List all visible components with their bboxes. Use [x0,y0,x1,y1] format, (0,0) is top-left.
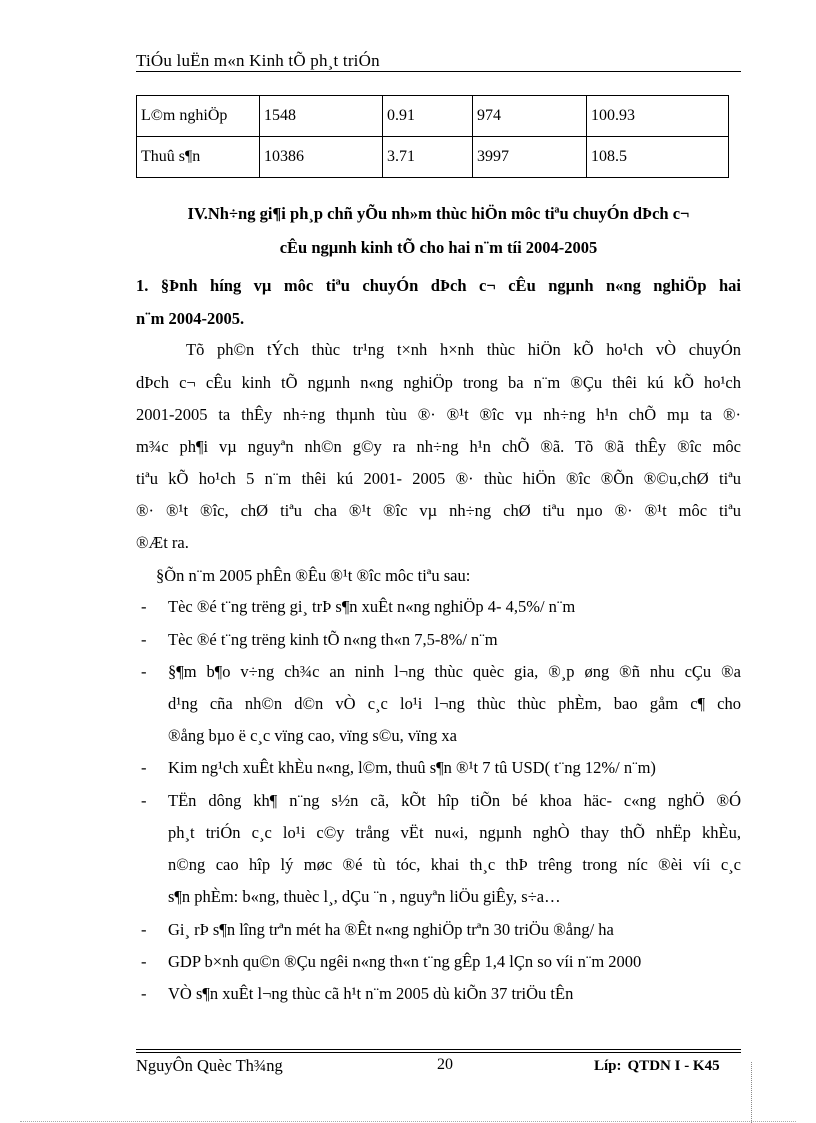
table-row [137,96,729,137]
subheading-line-1: 1. §Þnh híng vµ môc tiªu chuyÓn dÞch c¬ cÊu ngµnh n«ng nghiÖp hai [136,276,741,295]
bullet-dash: - [141,952,147,971]
bullet-item-continuation: d¹ng cña nh©n d©n vÒ c¸c lo¹i l¬ng thùc thùc phÈm, bao gåm c¶ cho [168,694,741,713]
bullet-item: Kim ng¹ch xuÊt khÈu n«ng, l©m, thuû s¶n ®¹t 7 tû USD( t¨ng 12%/ n¨m) [168,758,656,777]
bullet-dash: - [141,920,147,939]
page-number: 20 [437,1056,453,1073]
section-heading-line-2: cÊu ngµnh kinh tÕ cho hai n¨m tíi 2004-2005 [279,238,598,257]
bullet-item: Tèc ®é t¨ng trëng gi¸ trÞ s¶n xuÊt n«ng nghiÖp 4- 4,5%/ n¨m [168,597,576,616]
footer-author: NguyÔn Quèc Th¾ng [136,1056,283,1075]
bullet-item: Gi¸ rÞ s¶n lîng trªn mét ha ®Êt n«ng nghiÖp trªn 30 triÖu ®ång/ ha [168,920,614,939]
paragraph-line: dÞch c¬ cÊu kinh tÕ ngµnh n«ng nghiÖp trong ba n¨m ®Çu thêi kú kÕ ho¹ch [136,373,741,392]
page-bottom-border [20,1121,796,1122]
subheading-line-2: n¨m 2004-2005. [136,309,245,328]
bullet-item: §¶m b¶o v÷ng ch¾c an ninh l¬ng thùc quèc gia, ®¸p øng ®ñ nhu cÇu ®a [168,662,741,681]
bullet-dash: - [141,758,147,777]
data-table [136,95,729,178]
bullet-dash: - [141,662,147,681]
bullet-dash: - [141,630,147,649]
page-header-title: TiÓu luËn m«n Kinh tÕ ph¸t triÓn [136,51,380,70]
bullet-dash: - [141,791,147,810]
table-cell: 0.91 [383,96,473,137]
paragraph-line: ®Æt ra. [136,533,189,552]
bullet-item-continuation: ph¸t triÓn c¸c lo¹i c©y trång vËt nu«i, ngµnh nghÒ thay thÕ nhËp khÈu, [168,823,741,842]
table-cell: 974 [473,96,587,137]
footer-class [594,1058,720,1075]
bullet-dash: - [141,597,147,616]
bullet-dash: - [141,984,147,1003]
table-cell: 100.93 [587,96,729,137]
table-cell: 3997 [473,137,587,178]
table-cell: 3.71 [383,137,473,178]
header-rule [136,71,741,72]
section-heading-line-1: IV.Nh÷ng gi¶i ph¸p chñ yÕu nh»m thùc hiÖn môc tiªu chuyÓn dÞch c¬ [187,204,690,223]
intro-line: §Õn n¨m 2005 phÊn ®Êu ®¹t ®îc môc tiªu sau: [156,566,471,585]
table-cell: 108.5 [587,137,729,178]
table-row [137,137,729,178]
table-cell: 1548 [260,96,383,137]
bullet-item: VÒ s¶n xuÊt l¬ng thùc cã h¹t n¨m 2005 dù kiÕn 37 triÖu tÊn [168,984,574,1003]
bullet-item-continuation: n©ng cao hîp lý møc ®é tù tóc, khai th¸c thÞ trêng trong níc ®èi víi c¸c [168,855,741,874]
paragraph-line: ®· ®¹t ®îc, chØ tiªu cha ®¹t ®îc vµ nh÷ng chØ tiªu nµo ®· ®¹t môc tiªu [136,501,741,520]
paragraph-line: m¾c ph¶i vµ nguyªn nh©n g©y ra nh÷ng h¹n chÕ ®ã. Tõ ®ã thÊy ®îc môc [136,437,741,456]
paragraph-line: tiªu kÕ ho¹ch 5 n¨m thêi kú 2001- 2005 ®· thùc hiÖn ®îc ®Õn ®©u,chØ tiªu [136,469,741,488]
paragraph-line: 2001-2005 ta thÊy nh÷ng thµnh tùu ®· ®¹t ®îc vµ nh÷ng h¹n chÕ mµ ta ®· [136,405,741,424]
bullet-item: Tèc ®é t¨ng trëng kinh tÕ n«ng th«n 7,5-8%/ n¨m [168,630,498,649]
page-edge-line [751,1062,752,1123]
footer-class-label: Líp: [594,1058,622,1074]
bullet-item: TËn dông kh¶ n¨ng s½n cã, kÕt hîp tiÕn bé khoa häc- c«ng nghÖ ®Ó [168,791,741,810]
footer-class-value: QTDN I - K45 [627,1058,720,1074]
bullet-item: GDP b×nh qu©n ®Çu ngêi n«ng th«n t¨ng gÊp 1,4 lÇn so víi n¨m 2000 [168,952,642,971]
footer-rule [136,1049,741,1050]
table-cell: 10386 [260,137,383,178]
paragraph-line: Tõ ph©n tÝch thùc tr¹ng t×nh h×nh thùc hiÖn kÕ ho¹ch vÒ chuyÓn [186,340,741,359]
table-cell: Thuû s¶n [137,137,260,178]
bullet-item-continuation: ®ång bµo ë c¸c vïng cao, vïng s©u, vïng xa [168,726,457,745]
footer-rule [136,1052,741,1053]
table-cell: L©m nghiÖp [137,96,260,137]
bullet-item-continuation: s¶n phÈm: b«ng, thuèc l¸, dÇu ¨n , nguyªn liÖu giÊy, s÷a… [168,887,561,906]
